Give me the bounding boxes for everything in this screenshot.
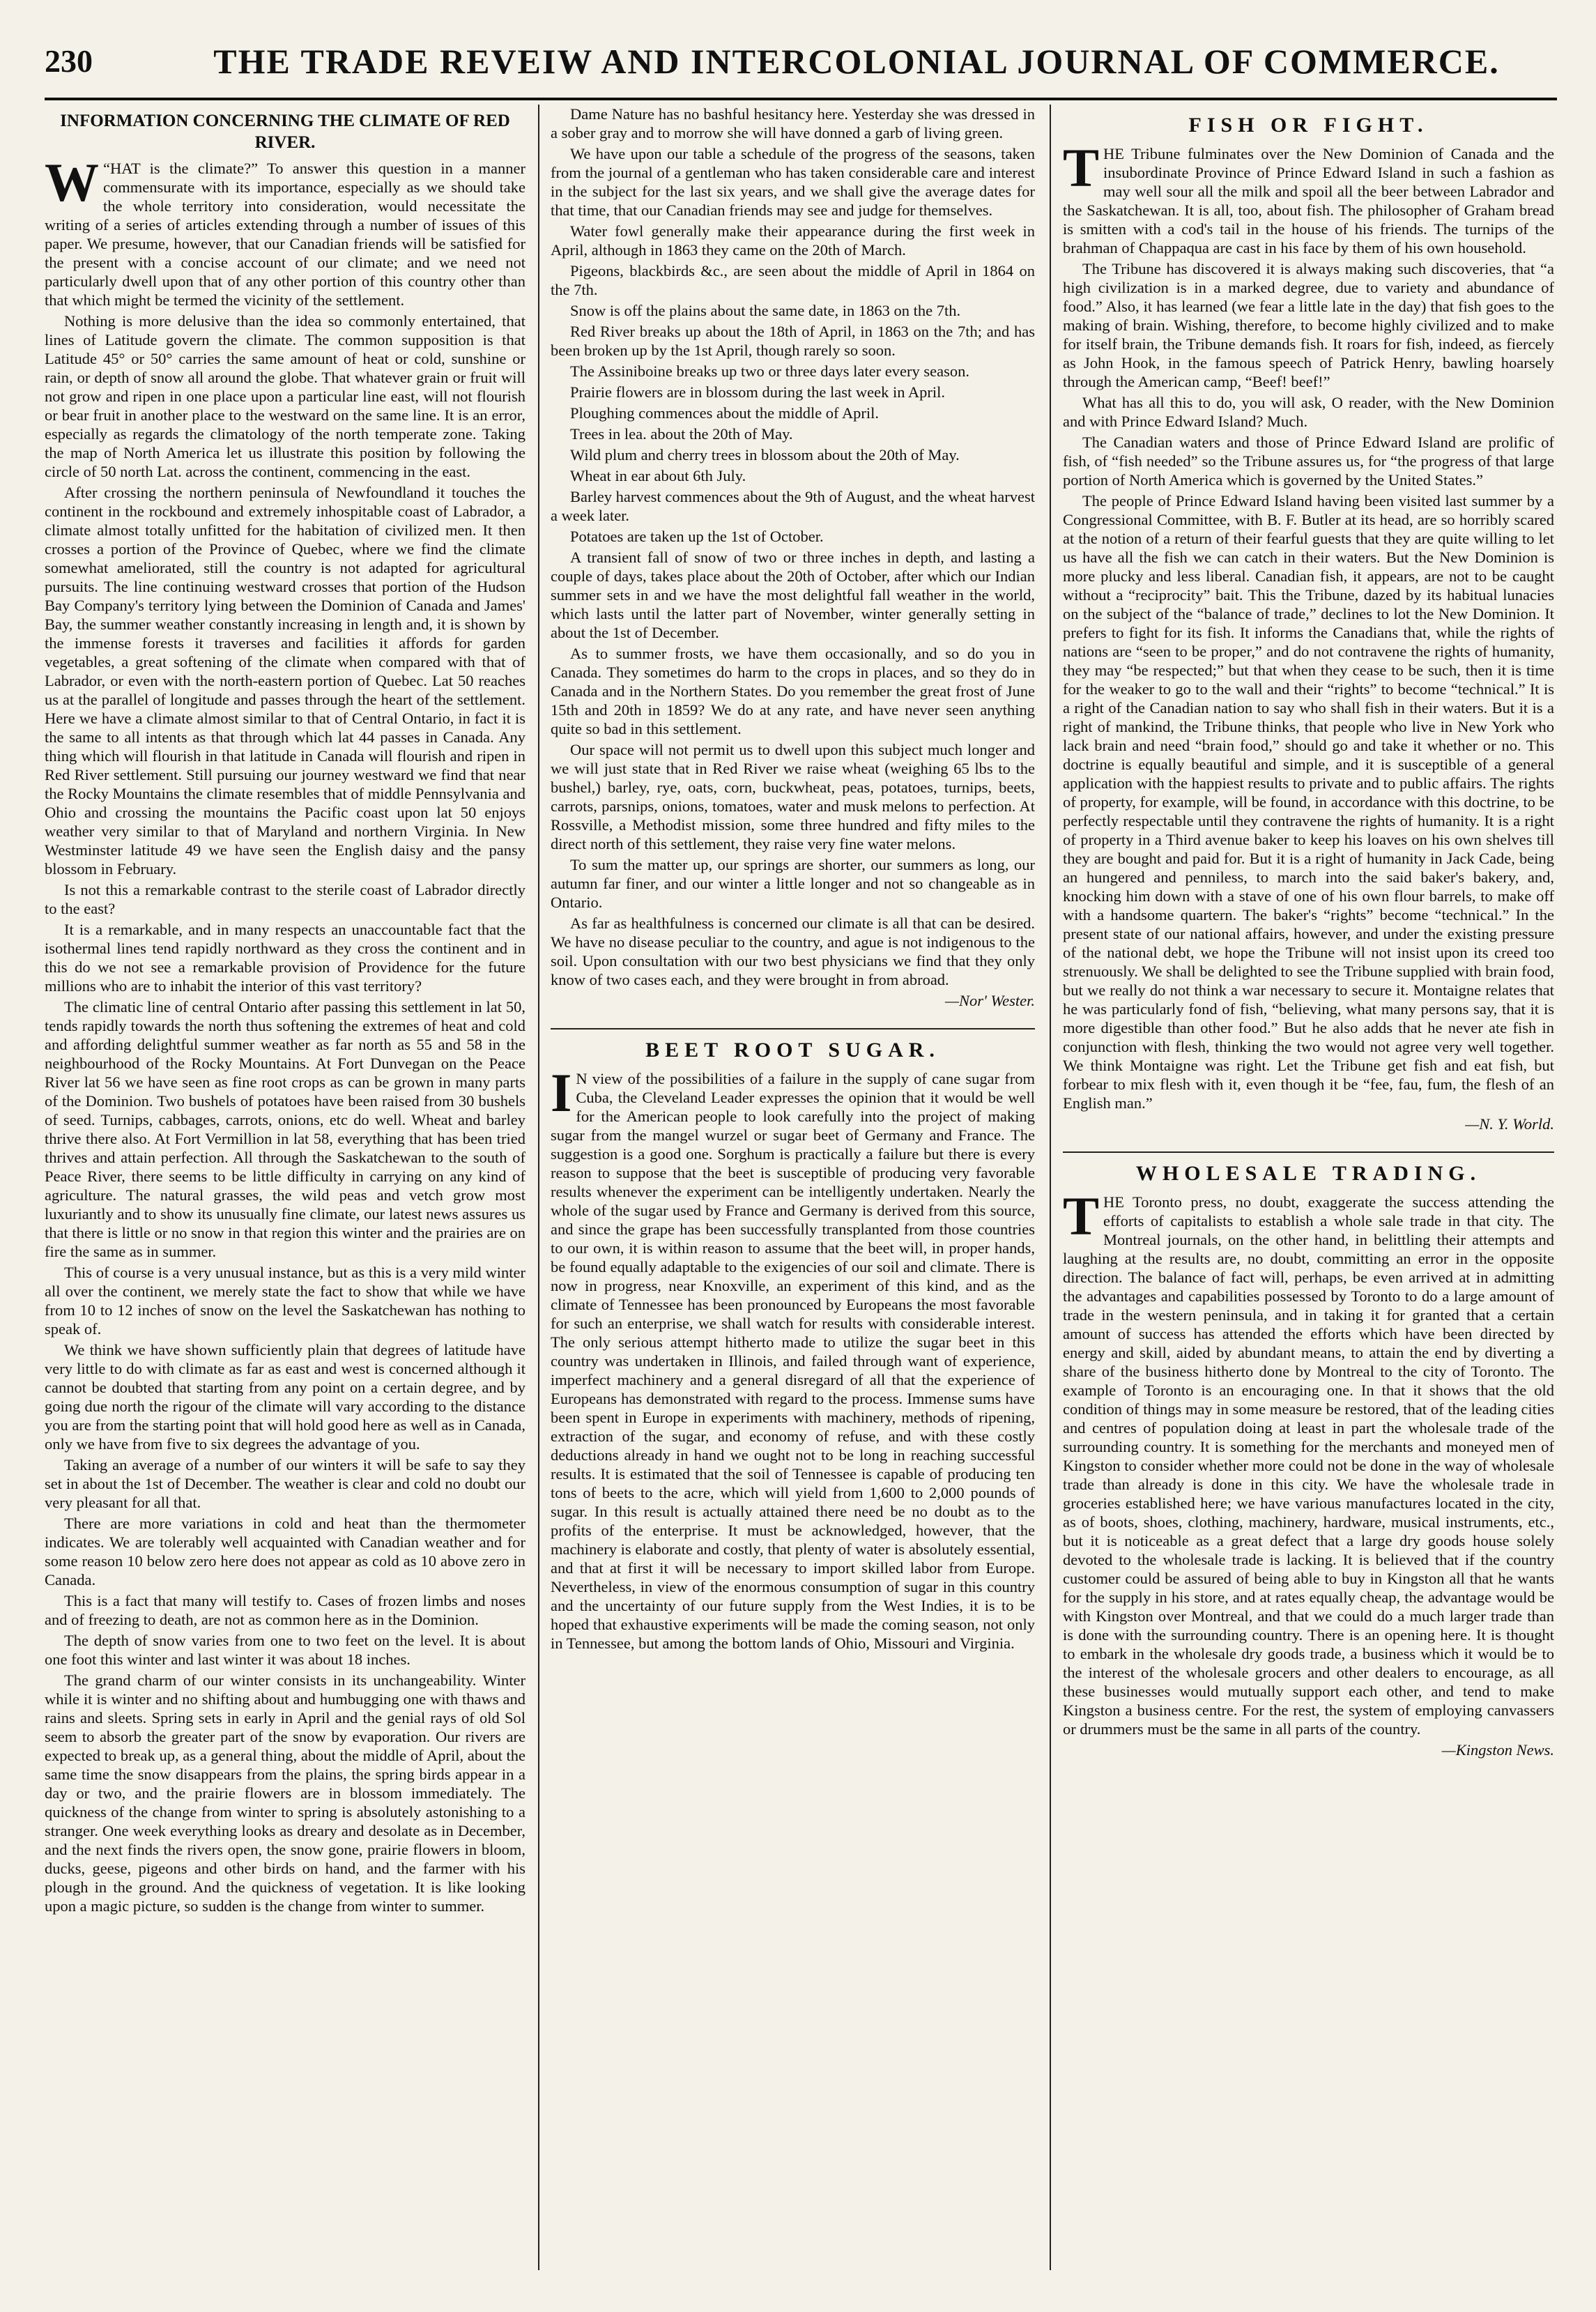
article-paragraph: The climatic line of central Ontario after passing this settlement in lat 50, tends rapidly towards the north thus softening the extremes of heat and cold and affording delightful summer weather as far north as 55 and 58 in the neighbourhood of the Rocky Mountains. At Fort Dunvegan on the Peace River lat 56 we have seen as fine root crops as can be grown in many parts of the Dominion. Two bushels of potatoes have been raised from 30 bushels of seed. Turnips, cabbages, carrots, onions, etc do well. Wheat and barley thrive there also. At Fort Vermillion in lat 58, everything that has been tried thrives and attain perfection. All through the Saskatchewan to the south of Peace River, there seems to be little difficulty in carrying on any kind of agriculture. The natural grasses, the wild peas and vetch grow most luxuriantly and to show its unusually fine climate, our latest news assures us that there is little or no snow in that region this winter and the prairies are on fire the same as in summer. <box>45 998 525 1260</box>
article-title: FISH OR FIGHT. <box>1188 114 1429 137</box>
article-paragraph: Prairie flowers are in blossom during the last week in April. <box>570 383 946 401</box>
article-paragraph: Ploughing commences about the middle of April. <box>570 404 880 422</box>
article-paragraph: Is not this a remarkable contrast to the sterile coast of Labrador directly to the east? <box>45 881 525 917</box>
article-paragraph: Trees in lea. about the 20th of May. <box>570 425 793 443</box>
article-paragraph: Red River breaks up about the 18th of April, in 1863 on the 7th; and has been broken up by the 1st April, though rarely so soon. <box>551 323 1035 359</box>
article-paragraph: Nothing is more delusive than the idea so commonly entertained, that lines of Latitude govern the climate. The common supposition is that Latitude 45° or 50° carries the same amount of heat or cold, sunshine or rain, or depth of snow all around the globe. That whatever grain or fruit will not grow and ripen in one place upon a particular line east, will not flourish or bear fruit in another place to the westward on the same line. It is an error, especially as regards the climatology of the north temperate zone. Taking the map of North America let us illustrate this position by following the circle of 50 north Lat. across the continent, commencing in the east. <box>45 312 525 480</box>
article-title: WHOLESALE TRADING. <box>1135 1162 1482 1185</box>
page-header <box>45 42 1557 81</box>
article-paragraph: As far as healthfulness is concerned our climate is all that can be desired. We have no disease peculiar to the country, and ague is not indigenous to the soil. Upon consultation with our two best physicians we find that they only know of two cases each, and they were brought in from abroad. <box>551 914 1035 988</box>
article-paragraph: Dame Nature has no bashful hesitancy here. Yesterday she was dressed in a sober gray and to morrow she will have donned a garb of living green. <box>551 105 1035 141</box>
article-signature: —Nor' Wester. <box>944 992 1035 1009</box>
article-paragraph: The depth of snow varies from one to two feet on the level. It is about one foot this winter and last winter it was about 18 inches. <box>45 1632 525 1668</box>
article-paragraph: The Assiniboine breaks up two or three days later every season. <box>570 362 969 380</box>
column-rule <box>538 105 539 2270</box>
page-number: 230 <box>45 43 93 79</box>
article-paragraph: After crossing the northern peninsula of Newfoundland it touches the continent in the rockbound and extremely inhospitable coast of Labrador, a climate almost totally unfitted for the habitation of civilized men. It then crosses a portion of the Province of Quebec, where we find the climate somewhat ameliorated, still the country is not adapted for agricultural pursuits. The line continuing westward crosses that portion of the Hudson Bay Company's territory lying between the Dominion of Canada and James' Bay, the summer weather constantly increasing in length and, it is shown by the immense forests it traverses and facilities it affords for garden vegetables, a great softening of the climate when compared with that of Labrador, or even with the north-eastern portion of Quebec. Lat 50 reaches us at the parallel of longitude and passes through the heart of the settlement. Here we have a climate almost similar to that of Central Ontario, in fact it is the same to all intents as that through which lat 44 passes in Canada. Any thing which will flourish in that latitude in Canada will flourish and ripen in Red River settlement. Still pursuing our journey westward we find that near the Rocky Mountains the climate resembles that of middle Pennsylvania and Ohio and crossing the mountains the Pacific coast upon lat 50 enjoys weather very similar to that of Maryland and northern Virginia. In New Westminster latitude 49 we have seen the English daisy and the pansy blossom in February. <box>45 484 525 878</box>
column-rule <box>1050 105 1051 2270</box>
article-paragraph: Our space will not permit us to dwell upon this subject much longer and we will just state that in Red River we raise wheat (weighing 65 lbs to the bushel,) barley, rye, oats, corn, buckwheat, peas, potatoes, turnips, beets, carrots, parsnips, onions, tomatoes, water and musk melons to perfection. At Rossville, a Methodist mission, some three hundred and fifty miles to the direct north of this settlement, they raise very fine water melons. <box>551 741 1035 852</box>
article-paragraph: THE Toronto press, no doubt, exaggerate the success attending the efforts of capitalists to establish a whole sale trade in that city. The Montreal journals, on the other hand, in belittling their attempts and laughing at the results are, no doubt, committing an error in the opposite direction. The balance of fact will, perhaps, be even arrived at in admitting the advantages and capabilities possessed by Toronto to do a large amount of trade in the western peninsula, and in taking it for granted that a certain amount of success has attended the efforts which have been directed by energy and skill, aided by abundant means, to attain the end by diverting a share of the business hitherto done by Montreal to the city of Toronto. The example of Toronto is an encouraging one. In that it shows that the old condition of things may in some measure be restored, that of the leading cities and centres of population doing at least in part the wholesale trade of the surrounding country. It is something for the merchants and moneyed men of Kingston to consider whether more could not be done in the way of wholesale trade than already is done in this city. We have the wholesale trade in groceries established here; we have various manufactures located in the city, as of boots, shoes, clothing, machinery, hardware, musical instruments, etc., but it is noticeable as a great defect that a large dry goods house solely devoted to the wholesale trade is lacking. It is believed that if the country customer could be assured of being able to buy in Kingston all that he wants for the supply in his store, and at rates equally cheap, the advantage would be with Kingston over Montreal, and that we could do a much larger trade than is done with the surrounding country. There is an opening here. It is thought to embark in the wholesale dry goods trade, a business which it would be to the interest of the wholesale grocers and other dealers to encourage, as all these businesses would mutually support each other, and tend to make Kingston a business centre. For the rest, the system of employing canvassers or drummers must be the same in all parts of the country. <box>1063 1186 1554 1738</box>
article-paragraph: W “HAT is the climate?” To answer this question in a manner commensurate with its importance, especially as we should take the whole territory into consideration, would necessitate the writing of a series of articles extending through a number of issues of this paper. We presume, however, that our Canadian friends will be satisfied for the present with a concise account of our climate; and we need not particularly dwell upon that of any other portion of this country other than that which might be termed the vicinity of the settlement. <box>45 152 525 309</box>
article-paragraph: Potatoes are taken up the 1st of October. <box>570 528 824 545</box>
article-climate <box>45 110 525 1915</box>
article-paragraph: This of course is a very unusual instance, but as this is a very mild winter all over the continent, we merely state the fact to show that while we have from 10 to 12 inches of snow on the level the Saskatchewan has nothing to speak of. <box>45 1264 525 1338</box>
article-paragraph: Snow is off the plains about the same date, in 1863 on the 7th. <box>570 302 961 319</box>
article-paragraph: I N view of the possibilities of a failure in the supply of cane sugar from Cuba, the Cleveland Leader expresses the opinion that it would be well for the American people to look carefully into the project of making sugar from the mangel wurzel or sugar beet of Germany and France. The suggestion is a good one. Sorghum is practically a failure but there is every reason to suppose that the beet is susceptible of producing very favorable results whenever the experiment can be intelligently undertaken. Nearly the whole of the sugar used by France and Germany is derived from this source, and since the grape has been successfully transplanted from those countries to our own, it is within reason to assume that the beet will, in proper hands, be found equally adaptable to the exigencies of our soil and climate. There is now in progress, near Knoxville, an experiment of this kind, and as the climate of Tennessee has been pronounced by Europeans the most favorable for such an enterprise, we shall watch for results with considerable interest. The only serious attempt hitherto made to utilize the sugar beet in this country was undertaken in Illinois, and failed through want of experience, imperfect machinery and a general disregard of all that the experience of Europeans has demonstrated with regard to the process. Immense sums have been spent in Europe in experiments with machinery, methods of ripening, extraction of the sugar, and economy of refuse, and with these costly deductions already in hand we ought not to be long in reaching successful results. It is estimated that the soil of Tennessee is capable of producing ten tons of beets to the acre, which will yield from 1,600 to 2,000 pounds of sugar. In this result is actually attained there need be no doubt as to the profits of the enterprise. It must be acknowledged, however, that the machinery is elaborate and costly, that plenty of water is absolutely essential, and that at first it will be necessary to import skilled labor from Europe. Nevertheless, in view of the enormous consumption of sugar in this country and the uncertainty of our future supply from the West Indies, it is to be hoped that exhaustive experiments will be made the coming season, not only in Tennessee, but among the bottom lands of Ohio, Missouri and Virginia. <box>551 1062 1035 1652</box>
article-paragraph: The people of Prince Edward Island having been visited last summer by a Congressional Committee, with B. F. Butler at its head, are so horribly scared at the notion of a return of their fearful guests that they are quite willing to let us have all the fish we can catch in their waters. But the New Dominion is more plucky and less liberal. Canadian fish, it appears, are not to be caught without a “reciprocity” bait. This the Tribune, dazed by its habitual lunacies on the subject of the “balance of trade,” declines to lot the New Dominion. It prefers to fight for its fish. It informs the Canadians that, while the rights of nations are “seen to be proper,” and do not contravene the rights of humanity, they may “be respected;” but that when they cease to be such, then it is time for the weaker to go to the wall and their “rights” to become “technical.” It is a right of the Canadian nation to say who shall fish in their waters. But it is a right of mankind, the Tribune thinks, that people who live in New York who lack brain and need “brain food,” should go and take it whether or no. This doctrine is equally beautiful and simple, and it is susceptible of a general application with the happiest results to private and to public affairs. The rights of property, for example, will be found, in accordance with this doctrine, to be perfectly respectable until they contravene the rights of humanity. It is a right of property in a Third avenue baker to keep his loaves on his own shelves till they are bought and paid for. But it is a right of humanity in Jack Cade, being an hungered and penniless, to march into the said baker's bakery, and, knocking him down with a stave of one of his own flour barrels, to make off with a handsome quartern. The baker's “rights” become “technical.” In the present state of our national affairs, however, and under the existing pressure of the national debt, we hope the Tribune will not insist upon its creed too strenuously. We shall be delighted to see the Tribune supplied with brain food, but we really do not think a war necessary to secure it. Montaigne relates that he was particularly fond of fish, “believing, what many persons say, that it is more digestible than other food.” But he also adds that he never ate fish in conjunction with flesh, thinking the two would not agree very well together. We think Montaigne was right. Let the Tribune get fish and eat fish, but forbear to mix flesh with it, even though it be “fee, fau, fum, the flesh of an English man.” <box>1063 492 1554 1112</box>
article-paragraph: To sum the matter up, our springs are shorter, our summers as long, our autumn far finer, and our winter a little longer and not so changeable as in Ontario. <box>551 856 1035 911</box>
article-paragraph: It is a remarkable, and in many respects an unaccountable fact that the isothermal lines tend rapidly northward as they cross the continent and in this do we not see a remarkable provision of Providence for the future millions who are to inhabit the interior of this vast territory? <box>45 921 525 995</box>
article-paragraph: There are more variations in cold and heat than the thermometer indicates. We are tolerably well acquainted with Canadian weather and for some reason 10 below zero here does not appear as cold as 10 above zero in Canada. <box>45 1515 525 1588</box>
header-rule <box>45 98 1557 100</box>
article-title: BEET ROOT SUGAR. <box>645 1039 940 1062</box>
article-paragraph: Wheat in ear about 6th July. <box>570 467 746 484</box>
article-paragraph: Wild plum and cherry trees in blossom about the 20th of May. <box>570 446 960 464</box>
article-paragraph: A transient fall of snow of two or three inches in depth, and lasting a couple of days, takes place about the 20th of October, after which our Indian summer sets in and we have the most delightful fall weather in the world, which lasts until the latter part of November, winter generally setting in about the 1st of December. <box>551 549 1035 641</box>
article-signature: —N. Y. World. <box>1465 1115 1554 1133</box>
article-paragraph: Water fowl generally make their appearance during the first week in April, although in 1863 they came on the 20th of March. <box>551 222 1035 259</box>
column-2 <box>551 105 1035 2270</box>
drop-cap: T <box>1063 1186 1100 1246</box>
masthead: THE TRADE REVEIW AND INTERCOLONIAL JOURNAL OF COMMERCE. <box>213 42 1500 81</box>
column-3 <box>1063 105 1554 2270</box>
article-beet-root-sugar <box>551 1039 1035 1653</box>
article-paragraph: Pigeons, blackbirds &c., are seen about the middle of April in 1864 on the 7th. <box>551 262 1035 298</box>
article-title: INFORMATION CONCERNING THE CLIMATE OF RED RIVER. <box>60 112 510 152</box>
article-paragraph: What has all this to do, you will ask, O reader, with the New Dominion and with Prince Edward Island? Much. <box>1063 394 1554 430</box>
article-paragraph: The Canadian waters and those of Prince Edward Island are prolific of fish, of “fish needed” so the Tribune assures us, for “the progress of that large portion of North America which is governed by the United States.” <box>1063 434 1554 489</box>
article-paragraph: We have upon our table a schedule of the progress of the seasons, taken from the journal of a gentleman who has taken considerable care and interest in the subject for the last six years, and we shall give the average dates for that time, that our Canadian friends may see and judge for themselves. <box>551 145 1035 219</box>
drop-cap: T <box>1063 137 1100 198</box>
article-paragraph: We think we have shown sufficiently plain that degrees of latitude have very little to do with climate as far as east and west is concerned although it cannot be doubted that starting from any point on a certain degree, and by going due north the rigour of the climate will vary according to the distance you are from the starting point that will hold good here as well as in Canada, only we have from five to six degrees the advantage of you. <box>45 1341 525 1453</box>
article-wholesale-trading <box>1063 1163 1554 1759</box>
article-paragraph: The Tribune has discovered it is always making such discoveries, that “a high civilization is in a marked degree, due to variety and abundance of food.” Also, it has learned (we fear a little late in the day) that fish goes to the making of brain. Wishing, therefore, to become highly civilized and to make for itself brain, the Tribune demands fish. It roars for fish, indeed, as fiercely as John Hook, in the famous speech of Patrick Henry, bawling hoarsely through the American camp, “Beef! beef!” <box>1063 260 1554 390</box>
article-paragraph: Barley harvest commences about the 9th of August, and the wheat harvest a week later. <box>551 488 1035 524</box>
article-paragraph: This is a fact that many will testify to. Cases of frozen limbs and noses and of freezing to death, are not as common here as in the Dominion. <box>45 1592 525 1628</box>
article-separator <box>1063 1151 1554 1153</box>
article-paragraph: Taking an average of a number of our winters it will be safe to say they set in about the 1st of December. The weather is clear and cold no doubt our very pleasant for all that. <box>45 1456 525 1511</box>
article-separator <box>551 1028 1035 1029</box>
article-paragraph: As to summer frosts, we have them occasionally, and so do you in Canada. They sometimes do harm to the crops in places, and so they do in Canada and in the Northern States. Do you remember the great frost of June 15th and 20th in 1859? We do at any rate, and have never seen anything quite so bad in this settlement. <box>551 645 1035 737</box>
drop-cap: I <box>551 1062 572 1123</box>
column-1 <box>45 105 525 2270</box>
article-fish-or-fight <box>1063 114 1554 1133</box>
drop-cap: W <box>45 152 99 213</box>
article-signature: —Kingston News. <box>1441 1741 1554 1759</box>
article-paragraph: The grand charm of our winter consists in its unchangeability. Winter while it is winter and no shifting about and humbugging one with thaws and rains and sleets. Spring sets in early in April and the genial rays of old Sol seem to absorb the greater part of the snow by evaporation. Our rivers are expected to break up, as a general thing, about the middle of April, about the same time the snow disappears from the plains, the spring birds appear in a day or two, and the prairie flowers are in blossom immediately. The quickness of the change from winter to spring is absolutely astonishing to a stranger. One week everything looks as dreary and desolate as in December, and the next finds the rivers open, the snow gone, prairie flowers in bloom, ducks, geese, pigeons and other birds on hand, and the farmer with his plough in the ground. And the quickness of vegetation. It is like looking upon a magic picture, so sudden is the change from winter to summer. <box>45 1671 525 1915</box>
article-paragraph: THE Tribune fulminates over the New Dominion of Canada and the insubordinate Province of Prince Edward Island in such a fashion as may well sour all the milk and spoil all the beer between Labrador and the Saskatchewan. It is all, too, about fish. The philosopher of Graham bread is smitten with a cod's tail in the house of his friends. The turnips of the brahman of Chappaqua are cast in his face by them of his own household. <box>1063 137 1554 257</box>
